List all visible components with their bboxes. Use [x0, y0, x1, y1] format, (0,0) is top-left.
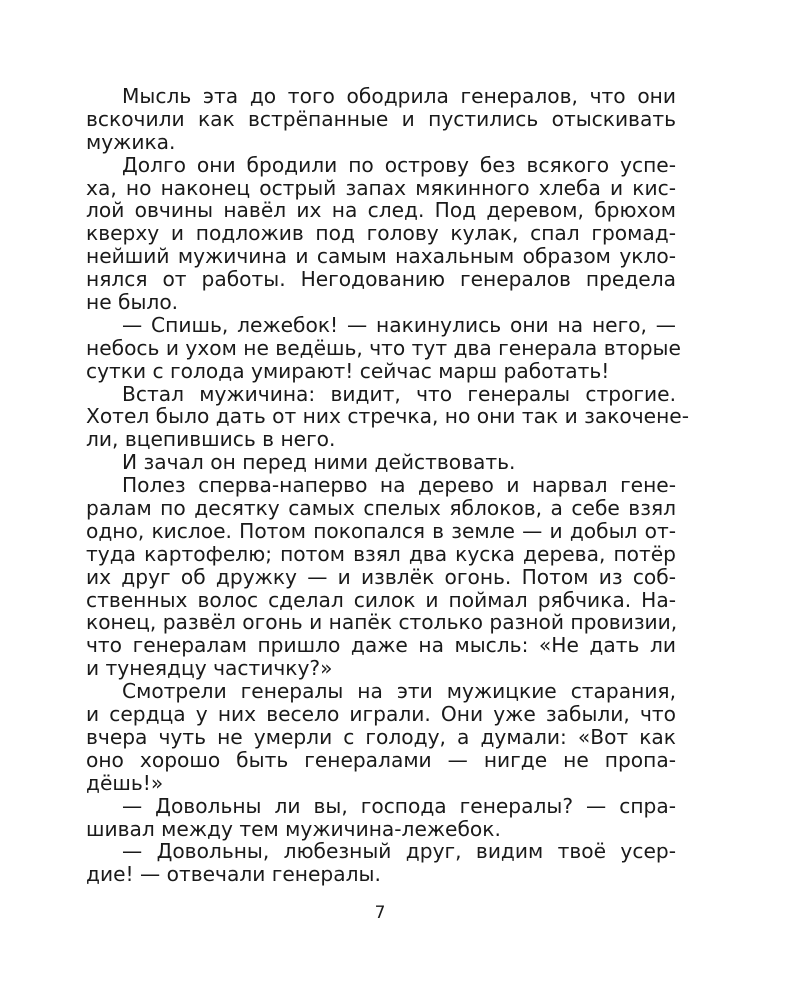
text-line: — Спишь, лежебок! — накинулись они на него, — [122, 312, 676, 337]
text-line: дёшь!» [86, 770, 164, 795]
text-line: — Довольны ли вы, господа генералы? — спра- [122, 793, 676, 818]
text-line: Мысль эта до того ободрила генералов, что они [122, 84, 676, 108]
text-line: ралам по десятку самых спелых яблоков, а себе взял [86, 496, 676, 521]
text-line: ха, но наконец острый запах мякинного хлеба и кис- [86, 175, 676, 200]
text-line: Смотрели генералы на эти мужицкие старания, [122, 679, 676, 704]
text-line: вскочили как встрёпанные и пустились отыскивать [86, 106, 676, 131]
text-line: мужика. [86, 129, 176, 154]
text-line: Встал мужичина: видит, что генералы строгие. [122, 381, 676, 406]
text-line: одно, кислое. Потом покопался в земле — и добыл от- [86, 518, 676, 543]
body-text [86, 84, 690, 887]
text-line: туда картофелю; потом взял два куска дерева, потёр [86, 541, 676, 566]
text-line: ственных волос сделал силок и поймал рябчика. На- [86, 587, 676, 612]
text-line: Полез сперва-наперво на дерево и нарвал гене- [122, 473, 676, 498]
text-line: кверху и подложив под голову кулак, спал громад- [86, 221, 676, 246]
text-line: оно хорошо быть генералами — нигде не пропа- [86, 747, 676, 772]
text-line: и тунеядцу частичку?» [86, 656, 333, 681]
text-line: Хотел было дать от них стречка, но они так и закочене- [86, 404, 690, 429]
text-line: ли, вцепившись в него. [86, 427, 336, 452]
text-line: лой овчины навёл их на след. Под деревом, брюхом [86, 198, 676, 223]
text-line: и сердца у них весело играли. Они уже забыли, что [86, 702, 676, 727]
text-line: дие! — отвечали генералы. [86, 862, 381, 887]
text-line: вчера чуть не умерли с голоду, а думали: «Вот как [86, 724, 676, 749]
text-line: шивал между тем мужичина-лежебок. [86, 816, 501, 841]
text-line: И зачал он перед ними действовать. [122, 450, 516, 475]
text-line: сутки с голода умирают! сейчас марш работать! [86, 358, 610, 383]
text-line: не было. [86, 290, 179, 315]
text-line: конец, развёл огонь и напёк столько разной провизии, [86, 610, 678, 635]
text-line: что генералам пришло даже на мысль: «Не дать ли [86, 633, 676, 658]
text-line: — Довольны, любезный друг, видим твоё усер- [122, 839, 676, 864]
text-line: нейший мужичина и самым нахальным образом укло- [86, 244, 676, 269]
text-line: небось и ухом не ведёшь, что тут два генерала вторые [86, 335, 681, 360]
text-line: их друг об дружку — и извлёк огонь. Потом из соб- [86, 564, 676, 589]
page-number: 7 [374, 903, 386, 923]
text-line: нялся от работы. Негодованию генералов предела [86, 267, 676, 292]
text-line: Долго они бродили по острову без всякого успе- [122, 152, 676, 177]
